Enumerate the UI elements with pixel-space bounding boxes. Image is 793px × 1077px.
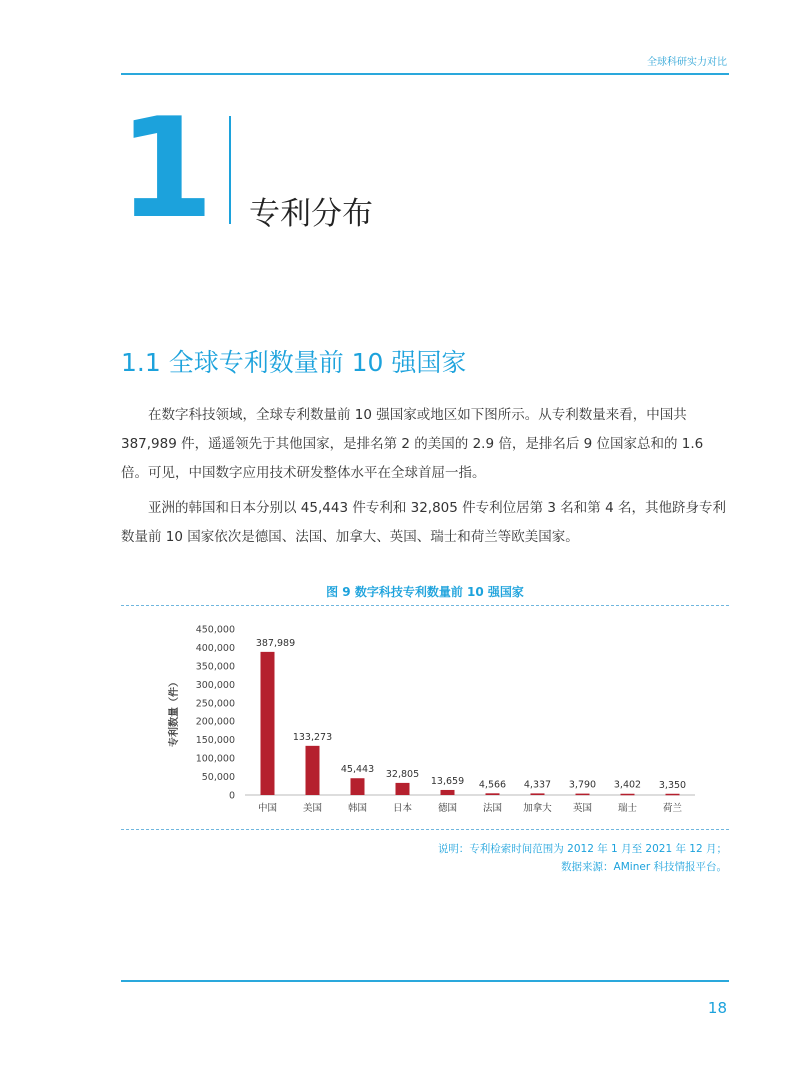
paragraph-2: 亚洲的韩国和日本分别以 45,443 件专利和 32,805 件专利位居第 3 名和第 4 名，其他跻身专利数量前 10 国家依次是德国、法国、加拿大、英国、瑞士和荷兰等欧美国家。 xyxy=(121,500,726,545)
x-tick-label: 德国 xyxy=(437,803,458,814)
bar-3 xyxy=(396,783,410,795)
bar-value-label: 4,566 xyxy=(478,779,507,791)
x-tick-label: 加拿大 xyxy=(523,803,552,814)
x-tick-label: 日本 xyxy=(392,803,413,814)
running-header: 全球科研实力对比 xyxy=(647,57,727,68)
bar-value-label: 3,790 xyxy=(568,779,597,791)
x-tick-label: 美国 xyxy=(302,803,323,814)
page-number: 18 xyxy=(707,999,727,1017)
bar-value-label: 3,350 xyxy=(658,779,687,791)
y-tick-label: 400,000 xyxy=(195,642,235,654)
bar-value-label: 13,659 xyxy=(430,775,465,787)
bar-0 xyxy=(261,652,275,795)
bar-value-label: 133,273 xyxy=(292,731,333,743)
bar-2 xyxy=(351,778,365,795)
bar-6 xyxy=(531,793,545,795)
y-tick-label: 50,000 xyxy=(201,772,235,784)
bar-4 xyxy=(441,790,455,795)
bar-value-label: 3,402 xyxy=(613,779,642,791)
patent-bar-chart xyxy=(121,612,729,824)
bar-value-label: 4,337 xyxy=(523,779,552,791)
x-tick-label: 英国 xyxy=(572,803,593,814)
bar-value-label: 32,805 xyxy=(385,768,420,780)
y-tick-label: 450,000 xyxy=(195,624,235,636)
bar-7 xyxy=(576,794,590,796)
bar-5 xyxy=(486,793,500,795)
x-tick-label: 中国 xyxy=(257,803,278,814)
y-tick-label: 250,000 xyxy=(195,698,235,710)
bar-1 xyxy=(306,746,320,795)
paragraph-1: 在数字科技领域，全球专利数量前 10 强国家或地区如下图所示。从专利数量来看，中国共 387,989 件，遥遥领先于其他国家，是排名第 2 的美国的 2.9 倍，是排名后 9 位国家总和的 1.6 倍。可见，中国数字应用技术研发整体水平在全球首屈一指。 xyxy=(121,407,704,481)
header-rule xyxy=(121,73,729,75)
x-tick-label: 瑞士 xyxy=(617,803,638,814)
x-tick-label: 韩国 xyxy=(347,803,368,814)
figure-top-divider xyxy=(121,605,729,606)
y-tick-label: 200,000 xyxy=(195,716,235,728)
x-tick-label: 荷兰 xyxy=(662,803,683,814)
y-tick-label: 150,000 xyxy=(195,735,235,747)
bar-value-label: 387,989 xyxy=(255,637,296,649)
figure-source: 数据来源：AMiner 科技情报平台。 xyxy=(561,861,727,873)
bar-value-label: 45,443 xyxy=(340,764,375,776)
y-tick-label: 100,000 xyxy=(195,753,235,765)
figure-caption: 图 9 数字科技专利数量前 10 强国家 xyxy=(326,585,524,599)
footer-rule xyxy=(121,980,729,982)
y-tick-label: 300,000 xyxy=(195,679,235,691)
chapter-title: 专利分布 xyxy=(249,196,373,232)
section-title: 1.1 全球专利数量前 10 强国家 xyxy=(121,348,467,377)
figure-note: 说明：专利检索时间范围为 2012 年 1 月至 2021 年 12 月； xyxy=(437,843,727,855)
bar-9 xyxy=(666,794,680,796)
y-axis-label: 专利数量（件） xyxy=(169,677,180,747)
y-tick-label: 350,000 xyxy=(195,661,235,673)
bar-8 xyxy=(621,794,635,796)
chapter-number: 1 xyxy=(118,88,215,249)
chapter-divider xyxy=(229,116,231,224)
x-tick-label: 法国 xyxy=(482,803,503,814)
y-tick-label: 0 xyxy=(228,790,235,802)
figure-bottom-divider xyxy=(121,829,729,830)
